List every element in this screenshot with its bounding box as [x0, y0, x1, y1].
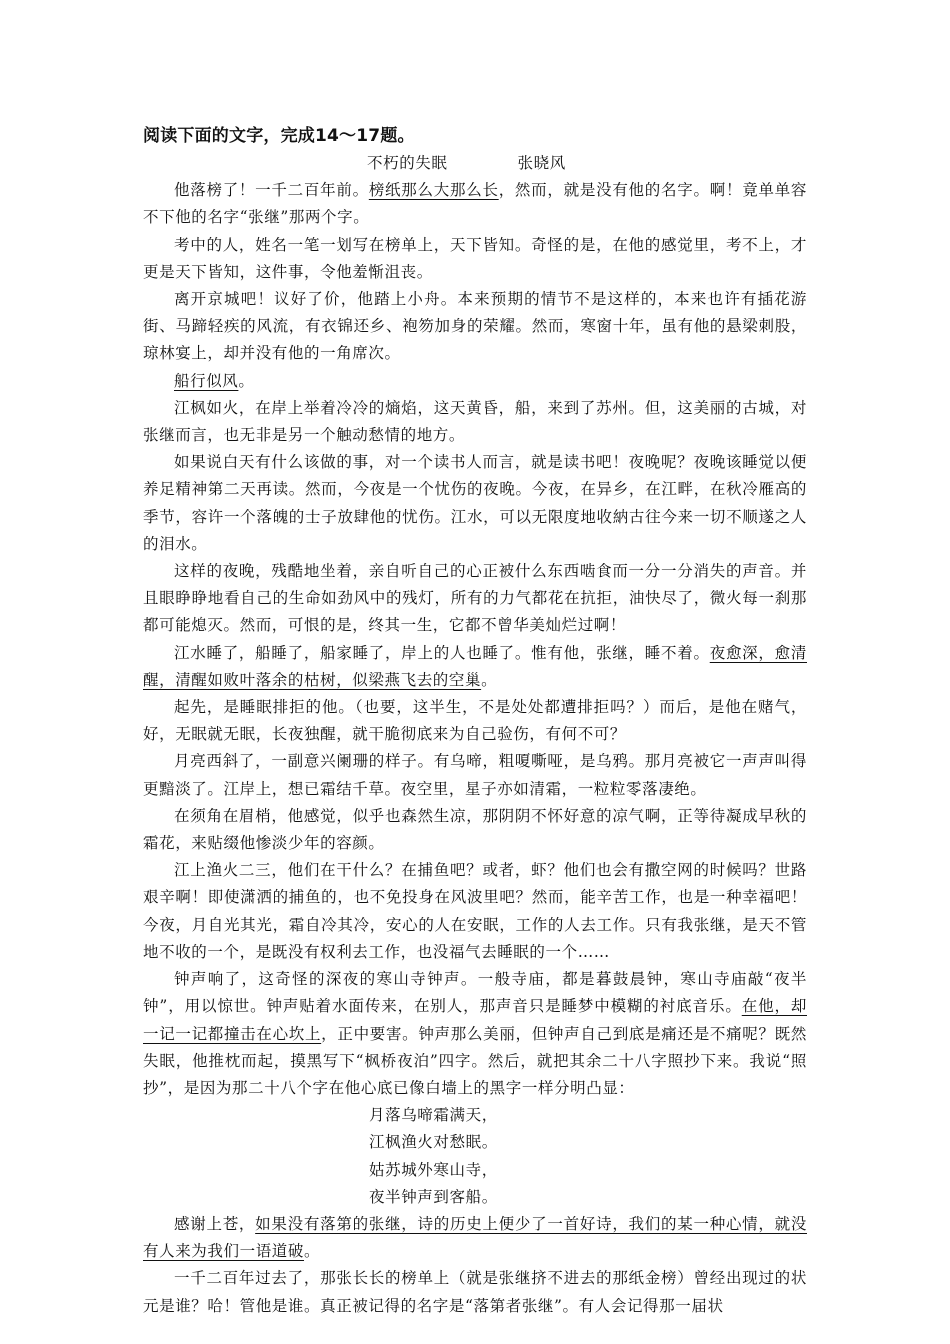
question-heading: 阅读下面的文字，完成14～17题。 [143, 126, 415, 146]
paragraph [143, 558, 807, 640]
text-segment: 考中的人，姓名一笔一划写在榜单上，天下皆知。奇怪的是，在他的感觉里，考不上，才更是天下皆知，这件事，令他羞惭沮丧。 [143, 235, 807, 281]
text-segment: ，正中要害。钟声那么美丽，但钟声自己到底是痛还是不痛呢？既然失眠，他推枕而起，摸黑写下“枫桥夜泊”四字。然后，就把其余二十八字照抄下来。我说“照抄”，是因为那二十八个字在他心底已像白墙上的黑字一样分明凸显： [143, 1024, 807, 1097]
poem-line: 江枫渔火对愁眠。 [369, 1133, 498, 1152]
paragraph [143, 232, 807, 286]
text-segment: 。 [481, 670, 498, 689]
text-segment: 离开京城吧！议好了价，他踏上小舟。本来预期的情节不是这样的，本来也许有插花游街、马蹄轻疾的风流，有衣锦还乡、袍笏加身的荣耀。然而，寒窗十年，虽有他的悬梁刺股，琼林宴上，却并没有他的一角席次。 [143, 290, 807, 363]
poem-line: 姑苏城外寒山寺， [369, 1160, 498, 1179]
paragraph [143, 395, 807, 449]
paragraph [143, 803, 807, 857]
text-segment: 。 [304, 1242, 321, 1261]
text-segment: 在须角在眉梢，他感觉，似乎也森然生凉，那阴阴不怀好意的凉气啊，正等待凝成早秋的霜花，来贴缀他惨淡少年的容颜。 [143, 806, 807, 853]
passage-body-continued [143, 1211, 807, 1320]
text-segment: 钟声响了，这奇怪的深夜的寒山寺钟声。一般寺庙，都是暮鼓晨钟，寒山寺庙敲“夜半钟”，用以惊世。钟声贴着水面传来，在别人，那声音只是睡梦中模糊的衬底音乐。 [143, 970, 807, 1016]
paragraph [143, 368, 807, 395]
paragraph [143, 1265, 807, 1319]
text-segment: 江枫如火，在岸上举着冷冷的熵焰，这天黄昏，船，来到了苏州。但，这美丽的古城，对张继而言，也无非是另一个触动愁情的地方。 [143, 398, 807, 445]
text-segment: 一千二百年过去了，那张长长的榜单上（就是张继挤不进去的那纸金榜）曾经出现过的状元是谁？哈！管他是谁。真正被记得的名字是“落第者张继”。有人会记得那一届状 [143, 1269, 807, 1315]
paragraph [143, 748, 807, 802]
text-segment: 如果说白天有什么该做的事，对一个读书人而言，就是读书吧！夜晚呢？夜晚该睡觉以便养足精神第二天再读。然而，今夜是一个忧伤的夜晚。今夜，在异乡，在江畔，在秋冷雁高的季节，容许一个落魄的士子放肆他的忧伤。江水，可以无限度地收納古往今来一切不顺遂之人的泪水。 [143, 453, 807, 553]
underlined-text: 在他，却一记一记都撞击在心坎上 [143, 997, 807, 1043]
reading-passage [143, 122, 807, 1320]
poem-line: 夜半钟声到客船。 [369, 1187, 498, 1206]
essay-title: 不朽的失眠 [367, 154, 448, 172]
underlined-text: 船行似风 [174, 371, 239, 390]
paragraph [143, 966, 807, 1102]
text-segment: 这样的夜晚，残酷地坐着，亲自听自己的心正被什么东西啮食而一分一分消失的声音。并且眼睁睁地看自己的生命如劲风中的残灯，所有的力气都花在抗拒，油快尽了，微火每一刹那都可能熄灭。然而，可恨的是，终其一生，它都不曾华美灿烂过啊！ [143, 562, 807, 635]
essay-title-line [143, 150, 807, 177]
text-segment: 江上渔火二三，他们在干什么？在捕鱼吧？或者，虾？他们也会有撒空网的时候吗？世路艰辛啊！即使潇洒的捕鱼的，也不免投身在风波里吧？然而，能辛苦工作，也是一种幸福吧！今夜，月自光其光，霜自冷其冷，安心的人在安眠，工作的人去工作。只有我张继，是天不管地不收的一个，是既没有权利去工作，也没福气去睡眠的一个…… [143, 861, 807, 961]
text-segment: 。 [238, 371, 255, 390]
poem-block [143, 1102, 807, 1211]
underlined-text: 榜纸那么大那么长 [368, 181, 499, 200]
paragraph [143, 177, 807, 231]
paragraph [143, 857, 807, 966]
paragraph [143, 640, 807, 694]
text-segment: 他落榜了！一千二百年前。 [174, 181, 369, 200]
poem-line: 月落乌啼霜满天， [369, 1106, 498, 1125]
text-segment: ，然而，就是没有他的名字。啊！竟单单容不下他的名字“张继”那两个字。 [143, 181, 807, 227]
paragraph [143, 694, 807, 748]
text-segment: 起先，是睡眠排拒的他。（也要，这半生，不是处处都遭排拒吗？）而后，是他在赌气，好，无眠就无眠，长夜独醒，就干脆彻底来为自己验伤，有何不可？ [143, 698, 807, 744]
underlined-text: 夜愈深，愈清醒，清醒如败叶落余的枯树，似梁燕飞去的空巢 [143, 643, 807, 689]
text-segment: 江水睡了，船睡了，船家睡了，岸上的人也睡了。惟有他，张继，睡不着。 [174, 643, 710, 662]
paragraph [143, 449, 807, 558]
underlined-text: 如果没有落第的张继，诗的历史上便少了一首好诗，我们的某一种心情，就没有人来为我们一语道破 [143, 1214, 807, 1261]
passage-body [143, 177, 807, 1102]
essay-author: 张晓风 [517, 154, 566, 172]
paragraph [143, 286, 807, 368]
text-segment: 感谢上苍， [174, 1214, 256, 1233]
paragraph [143, 1211, 807, 1265]
text-segment: 月亮西斜了，一副意兴阑珊的样子。有乌啼，粗嗄嘶哑，是乌鸦。那月亮被它一声声叫得更黯淡了。江岸上，想已霜结千草。夜空里，星子亦如清霜，一粒粒零落凄绝。 [143, 752, 807, 798]
